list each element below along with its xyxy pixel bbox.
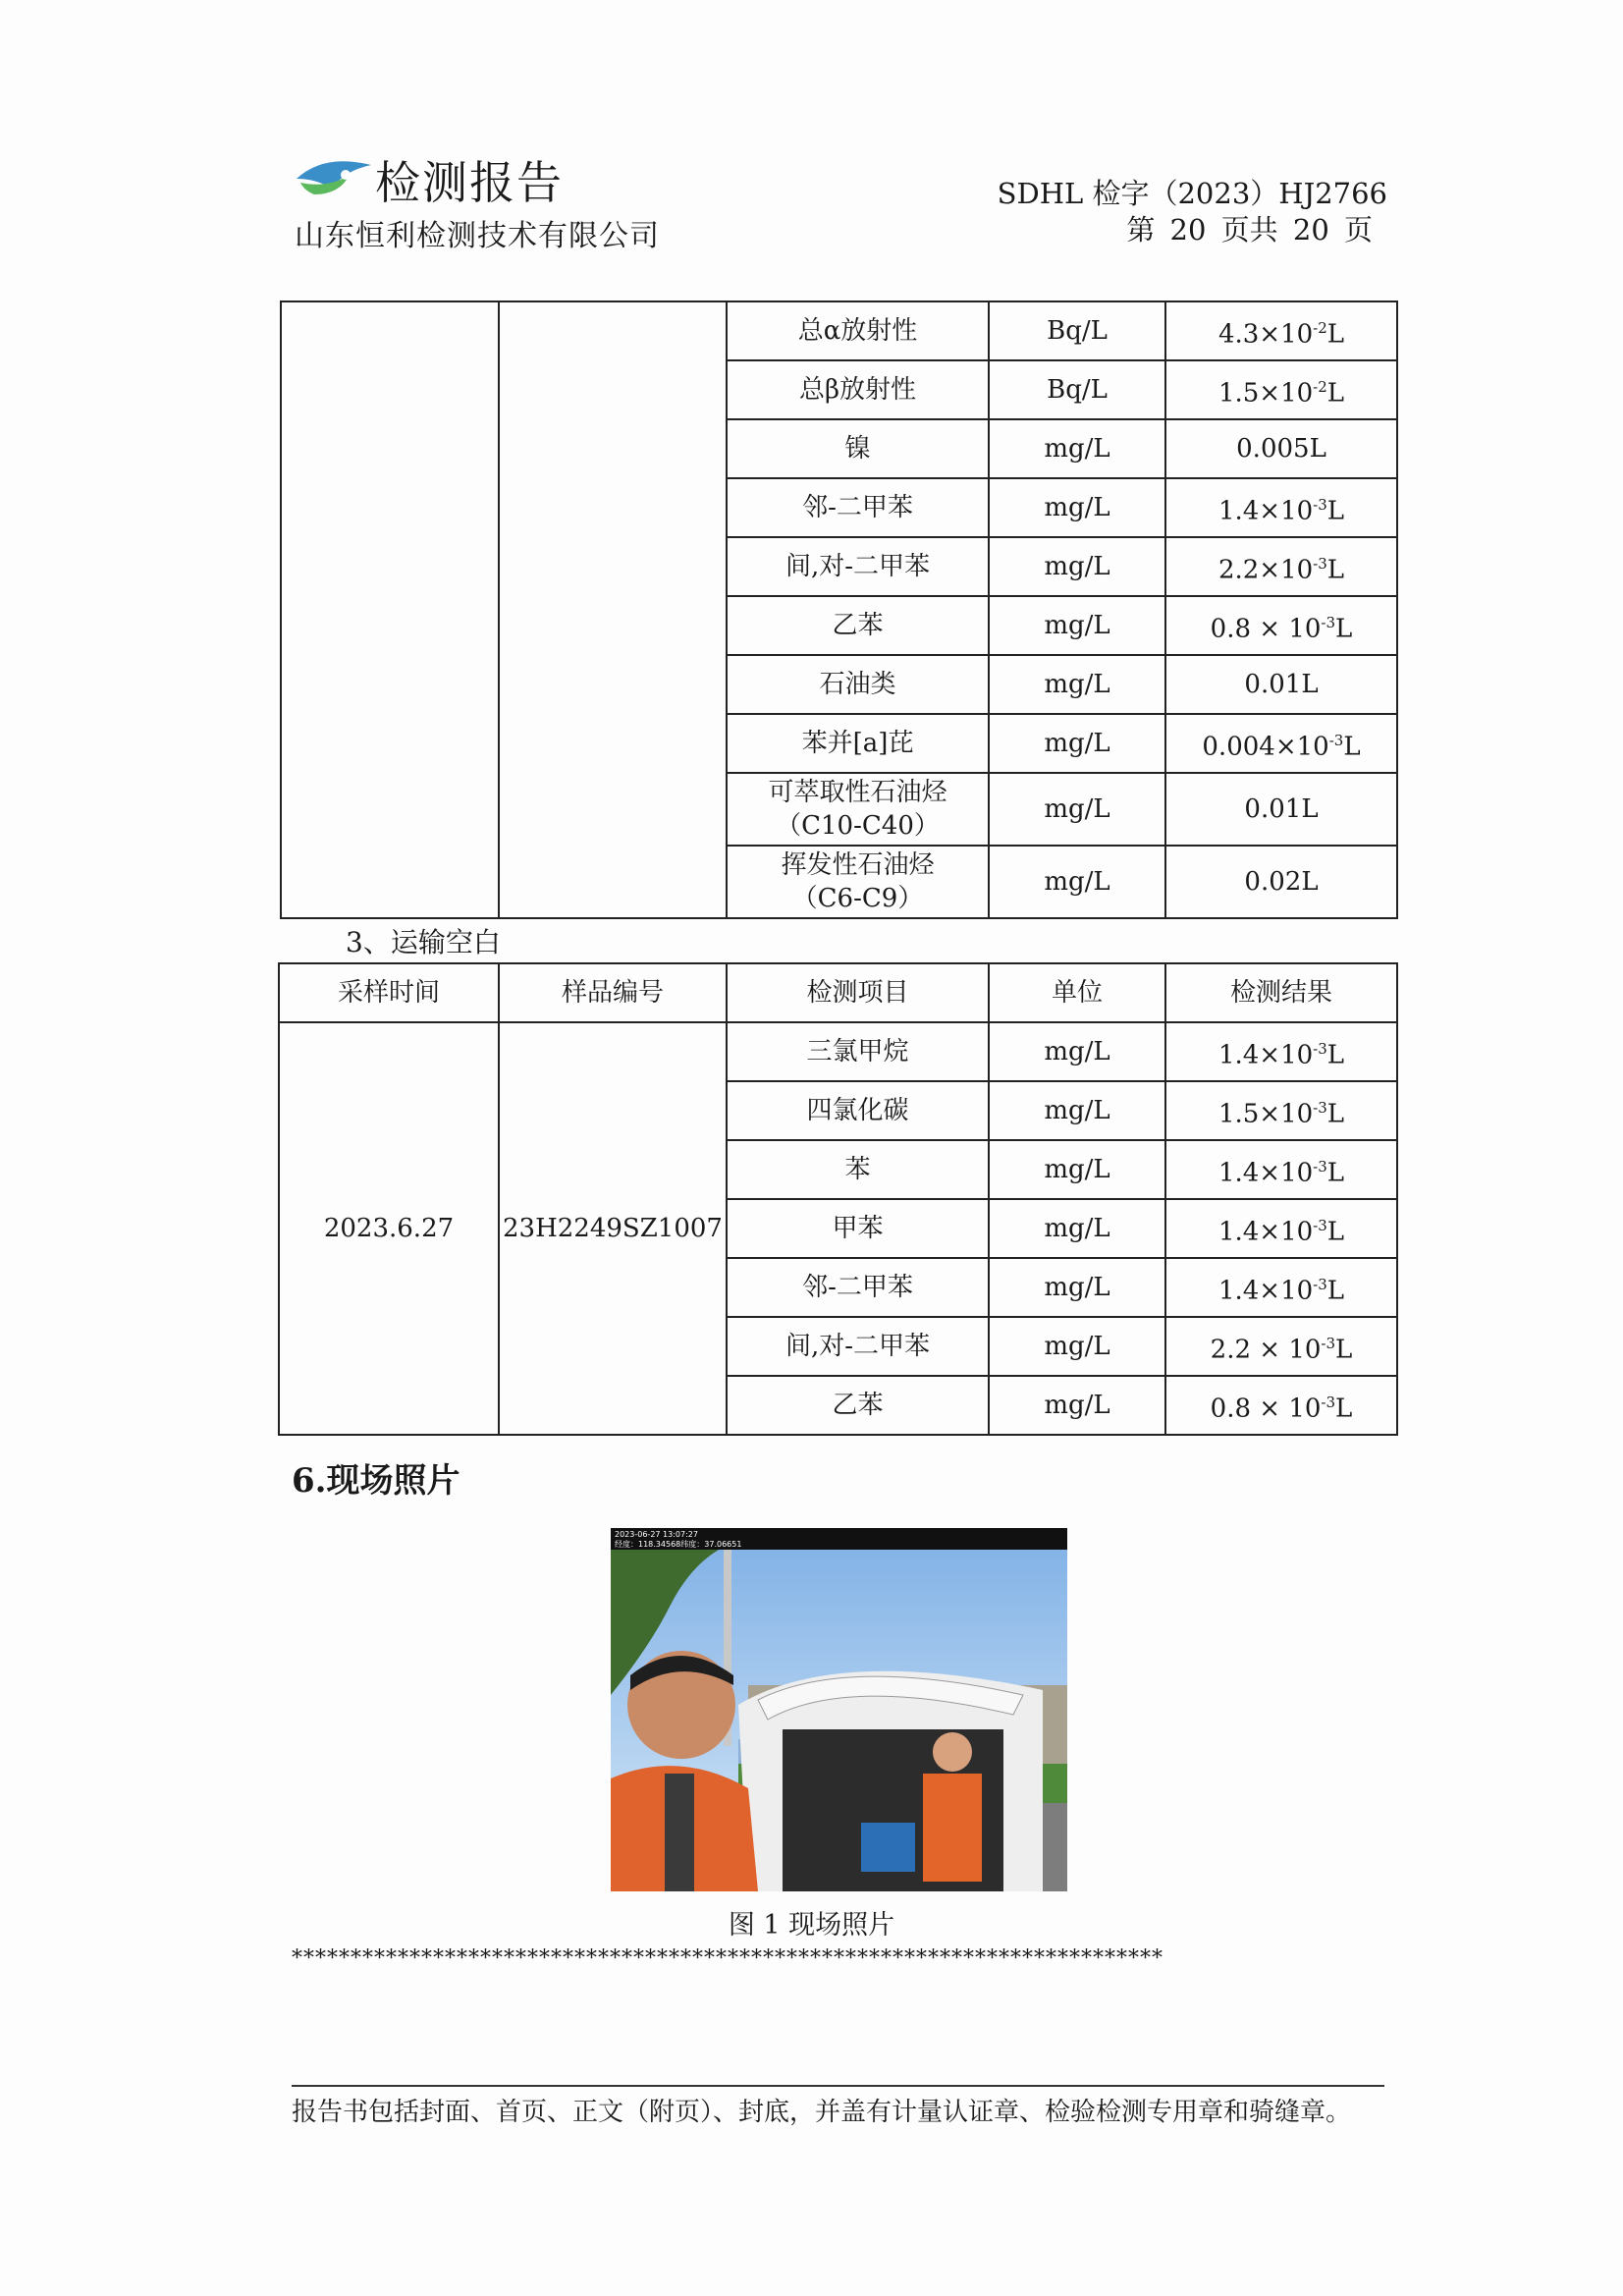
table-cell-result: 0.01L [1165, 773, 1397, 846]
table-cell-result: $2.2\times 10^{-3}L$ [1165, 537, 1397, 596]
photo-timestamp: 2023-06-27 13:07:27 [615, 1530, 698, 1539]
table-cell-item: 四氯化碳 [727, 1081, 989, 1140]
results-table-continued [280, 301, 1398, 919]
section-title-transport-blank: 3、运输空白 [346, 926, 501, 958]
company-logo [295, 149, 373, 200]
table-cell-result: $0.8 \times 10^{-3}L$ [1165, 596, 1397, 655]
table-cell-unit: mg/L [989, 537, 1165, 596]
table-cell-unit: mg/L [989, 773, 1165, 846]
table-cell-item: 可萃取性石油烃 （C10-C40） [727, 773, 989, 846]
table-cell-unit: mg/L [989, 1140, 1165, 1199]
company-name: 山东恒利检测技术有限公司 [295, 219, 660, 253]
table-cell-unit: mg/L [989, 1376, 1165, 1435]
table-cell-item: 石油类 [727, 655, 989, 714]
table-cell-result: $4.3\times 10^{-2}L$ [1165, 301, 1397, 360]
table-cell-item: 镍 [727, 419, 989, 478]
table-header: 单位 [989, 963, 1165, 1022]
table-cell-item: 邻-二甲苯 [727, 1258, 989, 1317]
table-cell-item: 总α放射性 [727, 301, 989, 360]
table-cell-unit: mg/L [989, 1317, 1165, 1376]
table-cell-result: $1.4\times 10^{-3}L$ [1165, 1022, 1397, 1081]
table-cell-result: $1.4\times 10^{-3}L$ [1165, 478, 1397, 537]
table-header: 样品编号 [499, 963, 727, 1022]
table-cell-result: $1.4\times 10^{-3}L$ [1165, 1258, 1397, 1317]
table-cell-result: $1.5\times 10^{-2}L$ [1165, 360, 1397, 419]
table-cell-unit: Bq/L [989, 360, 1165, 419]
table-cell-unit: mg/L [989, 1199, 1165, 1258]
sample-date: 2023.6.27 [279, 1022, 499, 1435]
table-cell-item: 三氯甲烷 [727, 1022, 989, 1081]
table-cell-item: 乙苯 [727, 596, 989, 655]
table-cell-result: $1.4\times 10^{-3}L$ [1165, 1140, 1397, 1199]
photo-coordinates: 经度：118.34568纬度：37.06651 [615, 1540, 742, 1549]
footer-note: 报告书包括封面、首页、正文（附页）、封底，并盖有计量认证章、检验检测专用章和骑缝章。 [292, 2098, 1352, 2127]
blank-date-cell [281, 301, 499, 918]
table-cell-unit: Bq/L [989, 301, 1165, 360]
table-header: 采样时间 [279, 963, 499, 1022]
table-cell-result: $2.2 \times 10^{-3}L$ [1165, 1317, 1397, 1376]
table-header: 检测结果 [1165, 963, 1397, 1022]
footer-divider [292, 2085, 1384, 2087]
site-photo-illustration [611, 1528, 1067, 1891]
table-cell-result: $0.8 \times 10^{-3}L$ [1165, 1376, 1397, 1435]
table-cell-result: $1.4\times 10^{-3}L$ [1165, 1199, 1397, 1258]
report-number: SDHL 检字（2023）HJ2766 [997, 177, 1387, 210]
table-cell-result: 0.01L [1165, 655, 1397, 714]
table-cell-unit: mg/L [989, 419, 1165, 478]
table-cell-unit: mg/L [989, 1081, 1165, 1140]
table-cell-result: 0.005L [1165, 419, 1397, 478]
table-cell-item: 苯并[a]芘 [727, 714, 989, 773]
table-cell-unit: mg/L [989, 596, 1165, 655]
section-title-site-photo: 6.现场照片 [292, 1461, 460, 1501]
table-cell-unit: mg/L [989, 1258, 1165, 1317]
page-number: 第 20 页共 20 页 [1126, 213, 1373, 246]
table-header: 检测项目 [727, 963, 989, 1022]
end-of-report-stars: ************************************************************************** [292, 1946, 1163, 1971]
sample-id: 23H2249SZ1007 [499, 1022, 727, 1435]
table-cell-unit: mg/L [989, 655, 1165, 714]
photo-caption: 图 1 现场照片 [728, 1910, 895, 1941]
table-cell-unit: mg/L [989, 846, 1165, 918]
table-cell-unit: mg/L [989, 714, 1165, 773]
table-cell-unit: mg/L [989, 1022, 1165, 1081]
table-cell-item: 间,对-二甲苯 [727, 1317, 989, 1376]
report-title: 检测报告 [375, 156, 564, 209]
table-cell-item: 苯 [727, 1140, 989, 1199]
table-cell-result: 0.02L [1165, 846, 1397, 918]
transport-blank-table [278, 962, 1398, 1436]
table-cell-item: 乙苯 [727, 1376, 989, 1435]
table-cell-unit: mg/L [989, 478, 1165, 537]
table-cell-item: 挥发性石油烃 （C6-C9） [727, 846, 989, 918]
table-cell-result: $1.5\times 10^{-3}L$ [1165, 1081, 1397, 1140]
site-photo [611, 1528, 1067, 1891]
table-cell-result: $0.004\times 10^{-3}L$ [1165, 714, 1397, 773]
table-cell-item: 甲苯 [727, 1199, 989, 1258]
table-cell-item: 总β放射性 [727, 360, 989, 419]
table-cell-item: 邻-二甲苯 [727, 478, 989, 537]
table-cell-item: 间,对-二甲苯 [727, 537, 989, 596]
blank-id-cell [499, 301, 727, 918]
